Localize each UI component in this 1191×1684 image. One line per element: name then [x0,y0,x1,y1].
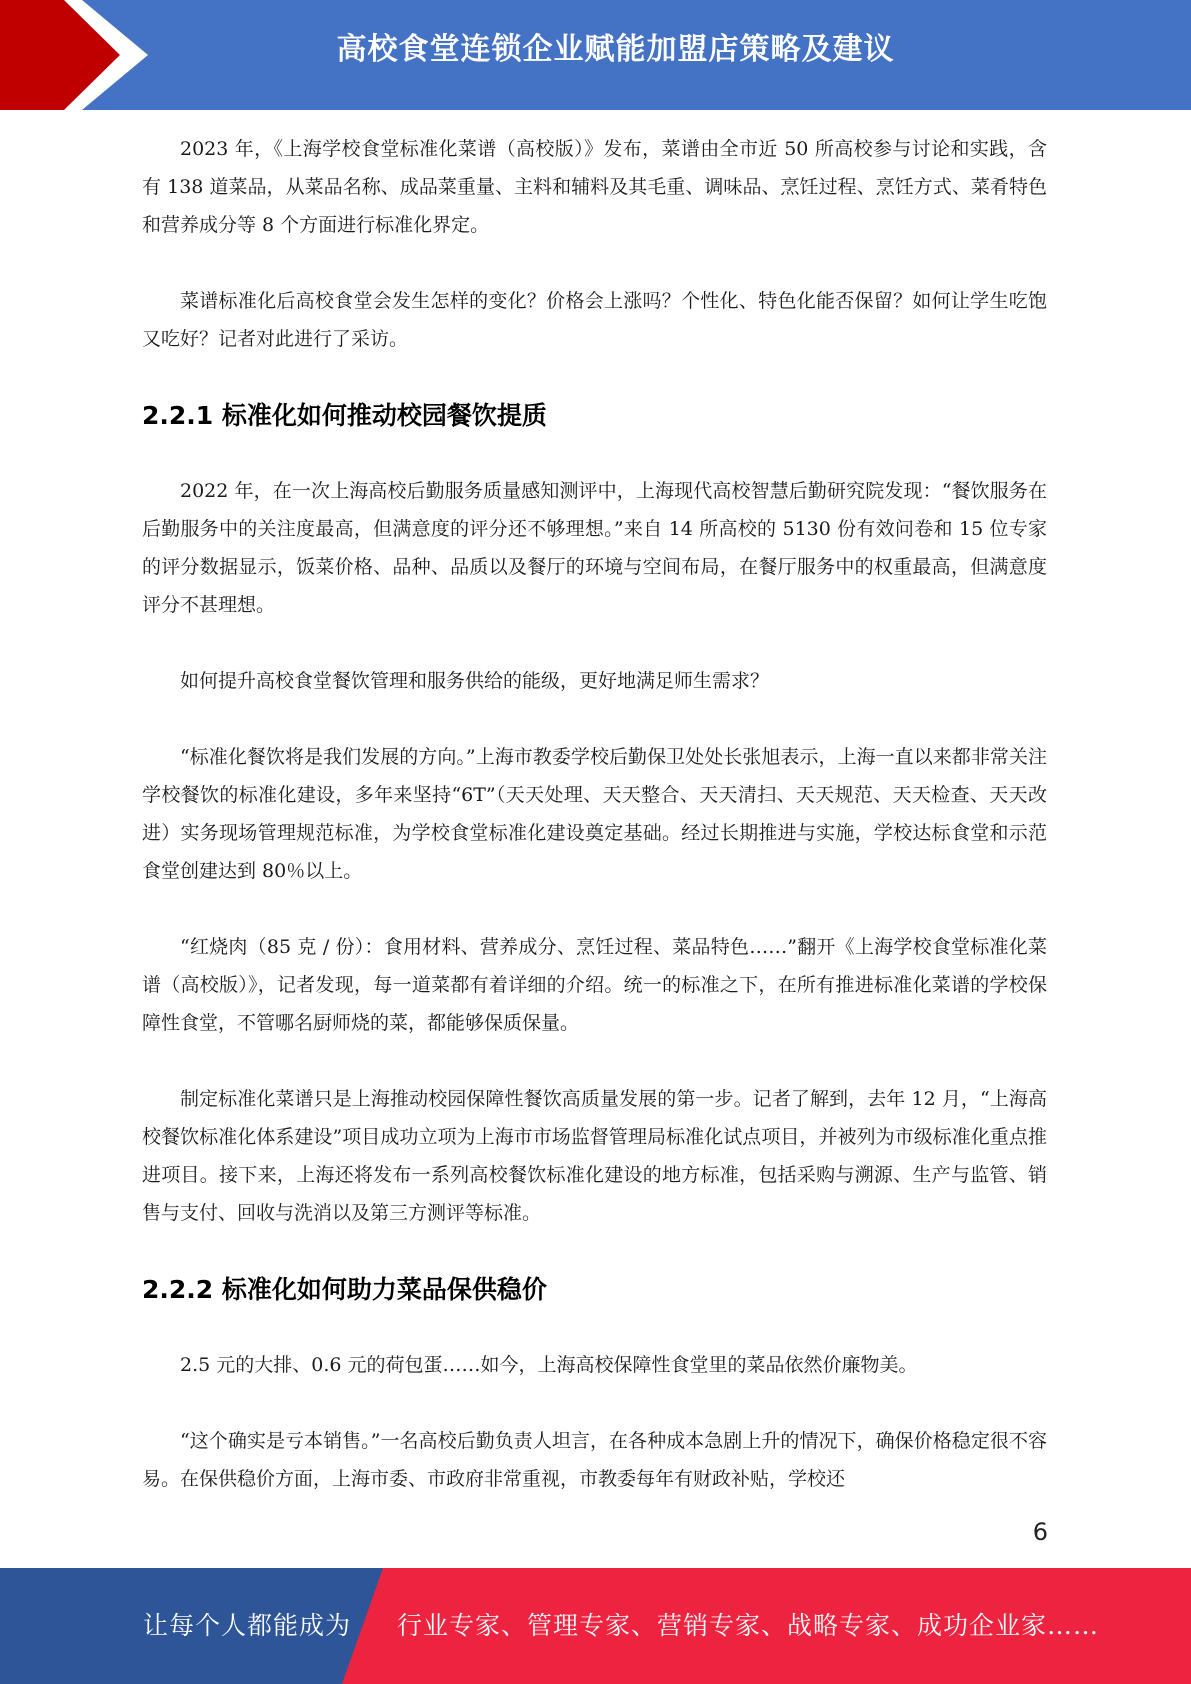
section-heading: 2.2.2 标准化如何助力菜品保供稳价 [142,1275,547,1304]
paragraph: 制定标准化菜谱只是上海推动校园保障性餐饮高质量发展的第一步。记者了解到，去年 12 月，“上海高校餐饮标准化体系建设”项目成功立项为上海市市场监督管理局标准化试点项目，并被列为市级标准化重点推进项目。接下来，上海还将发布一系列高校餐饮标准化建设的地方标准，包括采购与溯源、生产与监管、销售与支付、回收与洗消以及第三方测评等标准。 [142,1088,1047,1224]
paragraph: “红烧肉（85 克 / 份）：食用材料、营养成分、烹饪过程、菜品特色……”翻开《上海学校食堂标准化菜谱（高校版）》，记者发现，每一道菜都有着详细的介绍。统一的标准之下，在所有推进标准化菜谱的学校保障性食堂，不管哪名厨师烧的菜，都能够保质保量。 [142,936,1047,1034]
section-heading: 2.2.1 标准化如何推动校园餐饮提质 [142,401,547,430]
paragraph: “标准化餐饮将是我们发展的方向。”上海市教委学校后勤保卫处处长张旭表示，上海一直以来都非常关注学校餐饮的标准化建设，多年来坚持“6T”（天天处理、天天整合、天天清扫、天天规范、天天检查、天天改进）实务现场管理规范标准，为学校食堂标准化建设奠定基础。经过长期推进与实施，学校达标食堂和示范食堂创建达到 80％以上。 [142,746,1047,882]
paragraph: 菜谱标准化后高校食堂会发生怎样的变化？价格会上涨吗？个性化、特色化能否保留？如何让学生吃饱又吃好？记者对此进行了采访。 [142,290,1047,350]
paragraph: 2.5 元的大排、0.6 元的荷包蛋……如今，上海高校保障性食堂里的菜品依然价廉物美。 [180,1354,918,1376]
page-header [0,0,1191,110]
paragraph: 2022 年，在一次上海高校后勤服务质量感知测评中，上海现代高校智慧后勤研究院发现：“餐饮服务在后勤服务中的关注度最高，但满意度的评分还不够理想。”来自 14 所高校的 5130 份有效问卷和 15 位专家的评分数据显示，饭菜价格、品种、品质以及餐厅的环境与空间布局，在餐厅服务中的权重最高，但满意度评分不甚理想。 [142,480,1047,616]
page-footer [0,1568,1191,1684]
paragraph: 2023 年，《上海学校食堂标准化菜谱（高校版）》发布，菜谱由全市近 50 所高校参与讨论和实践，含有 138 道菜品，从菜品名称、成品菜重量、主料和辅料及其毛重、调味品、烹饪过程、烹饪方式、菜肴特色和营养成分等 8 个方面进行标准化界定。 [142,138,1047,236]
page-number: 6 [1032,1518,1048,1546]
footer-slogan-right: 行业专家、管理专家、营销专家、战略专家、成功企业家…… [397,1611,1100,1640]
paragraph: 如何提升高校食堂餐饮管理和服务供给的能级，更好地满足师生需求？ [180,670,770,692]
paragraph: “这个确实是亏本销售。”一名高校后勤负责人坦言，在各种成本急剧上升的情况下，确保价格稳定很不容易。在保供稳价方面，上海市委、市政府非常重视，市教委每年有财政补贴，学校还 [142,1430,1047,1490]
footer-slogan-left: 让每个人都能成为 [143,1611,352,1640]
page-content [142,130,1047,1536]
header-title: 高校食堂连锁企业赋能加盟店策略及建议 [336,32,895,67]
